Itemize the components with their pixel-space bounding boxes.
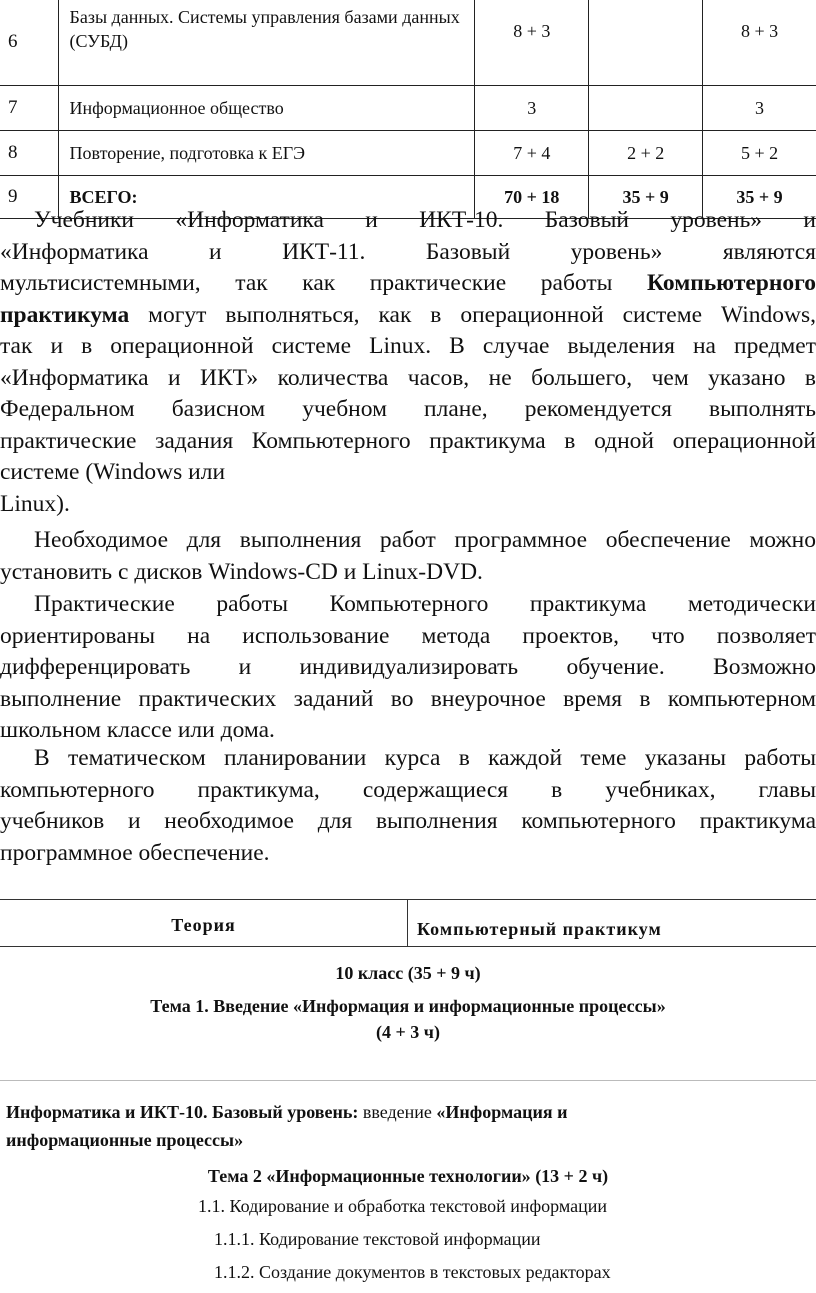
textbook-intro: введение (358, 1102, 437, 1122)
text-line: «Информатика и ИКТ» количества часов, не большего, чем указано в (0, 364, 816, 391)
column-divider (407, 900, 408, 946)
table-row (0, 0, 816, 86)
row-total-hours: 70 + 18 (475, 176, 589, 219)
table-row (0, 86, 816, 131)
paragraph-planning (0, 743, 816, 869)
topic1-hours: (4 + 3 ч) (376, 1022, 440, 1042)
row-topic: ВСЕГО: (58, 176, 475, 219)
bold-term: практикума (0, 301, 130, 328)
topic1-heading: Тема 1. Введение «Информация и информационные процессы» (150, 996, 666, 1016)
text-line: Учебники «Информатика и ИКТ-10. Базовый уровень» и (34, 207, 816, 233)
grade-heading: 10 класс (35 + 9 ч) (335, 963, 481, 983)
paragraph-software (0, 525, 816, 588)
row-profile-hours: 8 + 3 (703, 0, 816, 86)
text-line: дифференцировать и индивидуализировать обучение. Возможно (0, 654, 816, 680)
row-basic-hours (589, 86, 703, 131)
text-line: Практические работы Компьютерного практикума методически (34, 591, 816, 617)
section-divider (0, 1080, 816, 1081)
text-line: учебников и необходимое для выполнения компьютерного практикума (0, 808, 816, 834)
row-basic-hours: 35 + 9 (589, 176, 703, 219)
row-profile-hours: 35 + 9 (703, 176, 816, 219)
text-line: ориентированы на использование метода проектов, что позволяет (0, 622, 816, 649)
textbook-title: Информатика и ИКТ-10. Базовый уровень: (6, 1102, 359, 1122)
textbook-chapter-cont: информационные процессы» (6, 1130, 244, 1150)
text-line: Необходимое для выполнения работ программное обеспечение можно (34, 527, 816, 553)
text-line: компьютерного практикума, содержащиеся в учебниках, главы (0, 776, 816, 803)
text-line: школьном классе или дома. (0, 717, 275, 743)
section-item: 1.1. Кодирование и обработка текстовой информации (198, 1196, 608, 1216)
row-total-hours: 7 + 4 (475, 131, 589, 176)
textbook-reference (6, 1098, 806, 1154)
row-basic-hours (589, 0, 703, 86)
topic2-hours: (13 + 2 ч) (530, 1166, 609, 1186)
row-number: 8 (0, 131, 58, 176)
column-header-theory: Теория (171, 915, 236, 935)
row-topic: Базы данных. Системы управления базами данных (СУБД) (58, 0, 475, 86)
column-header-practice: Компьютерный практикум (417, 919, 662, 939)
row-profile-hours: 3 (703, 86, 816, 131)
topic2-heading (0, 1166, 816, 1187)
row-basic-hours: 2 + 2 (589, 131, 703, 176)
row-topic: Информационное общество (58, 86, 475, 131)
text-line: В тематическом планировании курса в каждой теме указаны работы (34, 745, 816, 771)
topic2-title: Тема 2 «Информационные технологии» (207, 1166, 531, 1186)
textbook-chapter: «Информация и (436, 1102, 568, 1122)
section-item: 1.1.2. Создание документов в текстовых редакторах (214, 1262, 611, 1282)
text-line: системе (Windows или (0, 459, 226, 485)
bold-term: Компьютерного (647, 270, 816, 296)
text-line (0, 300, 816, 332)
hours-table (0, 0, 816, 219)
row-topic: Повторение, подготовка к ЕГЭ (58, 131, 475, 176)
row-number: 7 (0, 86, 58, 131)
row-total-hours: 3 (475, 86, 589, 131)
text-line: Linux). (0, 490, 70, 517)
paragraph-textbooks (0, 205, 816, 520)
row-number: 6 (0, 0, 58, 86)
row-profile-hours: 5 + 2 (703, 131, 816, 176)
text-fragment: могут выполняться, как в операционной системе Windows, (129, 301, 816, 328)
text-line: программное обеспечение. (0, 839, 270, 866)
text-line: установить с дисков Windows-CD и Linux-DVD. (0, 558, 483, 585)
text-line: «Информатика и ИКТ-11. Базовый уровень» являются (0, 238, 816, 265)
row-total-hours: 8 + 3 (475, 0, 589, 86)
text-line: так и в операционной системе Linux. В случае выделения на предмет (0, 333, 816, 359)
text-line: практические задания Компьютерного практикума в одной операционной (0, 427, 816, 454)
plan-table-header (0, 899, 816, 947)
text-line: Федеральном базисном учебном плане, рекомендуется выполнять (0, 396, 816, 422)
text-line: выполнение практических заданий во внеурочное время в компьютерном (0, 685, 816, 712)
row-number: 9 (0, 176, 58, 219)
text-line (0, 268, 816, 300)
paragraph-projects (0, 589, 816, 747)
table-row (0, 131, 816, 176)
text-fragment: мультисистемными, так как практические работы (0, 270, 648, 296)
section-item: 1.1.1. Кодирование текстовой информации (214, 1229, 541, 1249)
